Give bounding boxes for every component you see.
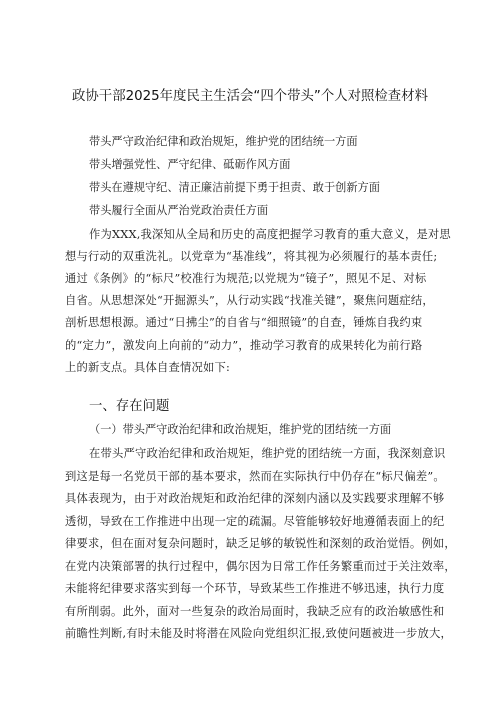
intro-line-4: 自省。从思想深处“开掘源头”，从行动实践“找准关键”，聚焦问题症结， <box>65 294 434 307</box>
body-line-4: 透彻，导致在工作推进中出现一定的疏漏。尽管能够较好地遵循表面上的纪 <box>65 515 445 528</box>
body-line-7: 未能将纪律要求落实到每一个环节，导致某些工作推进不够迅速，执行力度 <box>65 582 445 595</box>
subheading-1: 带头严守政治纪律和政治规矩，维护党的团结统一方面 <box>89 135 358 148</box>
intro-line-2: 想与行动的双重洗礼。以党章为“基准线”，将其视为必须履行的基本责任; <box>65 250 438 263</box>
body-line-2: 到这是每一名党员干部的基本要求，然而在实际执行中仍存在“标尺偏差”。 <box>65 470 445 483</box>
body-line-9: 前瞻性判断,有时未能及时将潜在风险向党组织汇报,致使问题被进一步放大， <box>65 627 452 640</box>
intro-line-1: 作为XXX,我深知从全局和历史的高度把握学习教育的重大意义，是对思 <box>89 228 451 241</box>
body-line-6: 在党内决策部署的执行过程中，偶尔因为日常工作任务繁重而过于关注效率， <box>65 560 456 573</box>
section-subheading: （一）带头严守政治纪律和政治规矩，维护党的团结统一方面 <box>89 423 392 436</box>
body-line-8: 有所削弱。此外，面对一些复杂的政治局面时，我缺乏应有的政治敏感性和 <box>65 605 445 618</box>
document-title: 政协干部2025年度民主生活会“四个带头”个人对照检查材料 <box>72 89 428 104</box>
intro-line-7: 上的新支点。具体自查情况如下: <box>65 361 230 374</box>
intro-line-6: 的“定力”，激发向上向前的“动力”，推动学习教育的成果转化为前行路 <box>65 339 423 352</box>
body-line-1: 在带头严守政治纪律和政治规矩，维护党的团结统一方面，我深刻意识 <box>89 447 446 460</box>
body-line-5: 律要求，但在面对复杂问题时，缺乏足够的敏锐性和深刻的政治觉悟。例如， <box>65 537 456 550</box>
section-heading: 一、存在问题 <box>89 399 170 414</box>
intro-line-3: 通过《条例》的“标尺”校准行为规范;以党规为“镜子”，照见不足、对标 <box>65 272 427 285</box>
subheading-3: 带头在遵规守纪、清正廉洁前提下勇于担责、敢于创新方面 <box>89 181 380 194</box>
intro-line-5: 剖析思想根源。通过“日拂尘”的自省与“细照镜”的自查，锤炼自我约束 <box>65 316 423 329</box>
subheading-2: 带头增强党性、严守纪律、砥砺作风方面 <box>89 158 291 171</box>
body-line-3: 具体表现为，由于对政治规矩和政治纪律的深刻内涵以及实践要求理解不够 <box>65 492 445 505</box>
subheading-4: 带头履行全面从严治党政治责任方面 <box>89 204 269 217</box>
